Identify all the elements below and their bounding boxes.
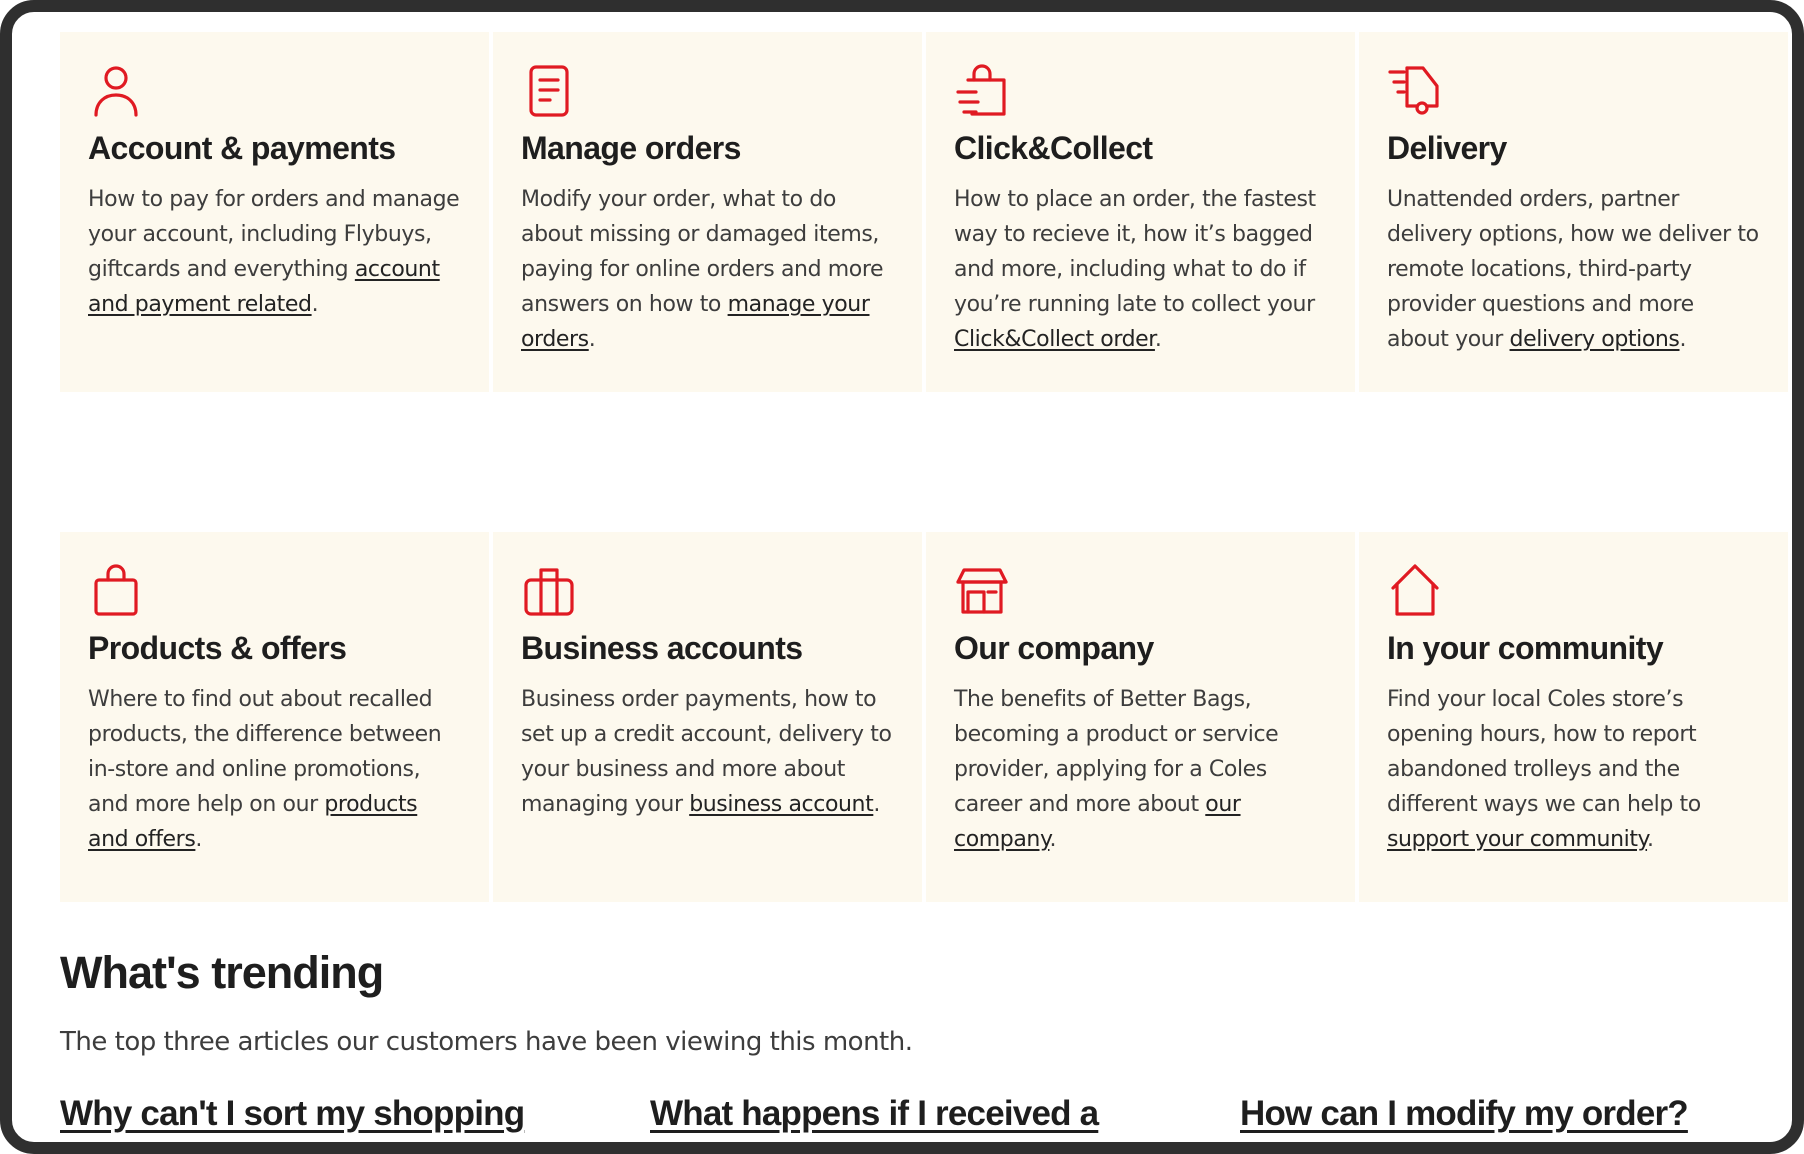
card-title: Click&Collect bbox=[954, 130, 1153, 166]
our-company-link[interactable]: our company bbox=[954, 792, 1241, 852]
account-payment-link[interactable]: account and payment related bbox=[88, 257, 440, 317]
card-description: The benefits of Better Bags, becoming a product or service provider, applying for a Coles career and more about our company. bbox=[954, 687, 1279, 852]
card-description: Find your local Coles store’s opening hours, how to report abandoned trolleys and the different ways we can help to support your community. bbox=[1387, 687, 1701, 852]
card-account-payments bbox=[60, 32, 489, 392]
card-title: Account & payments bbox=[88, 130, 396, 166]
document-icon bbox=[521, 62, 577, 120]
card-title: Products & offers bbox=[88, 630, 347, 666]
card-title: In your community bbox=[1387, 630, 1664, 666]
card-delivery bbox=[1359, 32, 1788, 392]
manage-orders-link[interactable]: manage your orders bbox=[521, 292, 870, 352]
card-business-accounts bbox=[493, 532, 922, 902]
card-description: Where to find out about recalled products, the difference between in-store and online promotions, and more help on our products and offers. bbox=[88, 687, 442, 852]
products-offers-link[interactable]: products and offers bbox=[88, 792, 418, 852]
support-community-link[interactable]: support your community bbox=[1387, 827, 1648, 852]
card-description: Unattended orders, partner delivery options, how we deliver to remote locations, third-party provider questions and more about your delivery options. bbox=[1387, 187, 1759, 352]
card-description: Modify your order, what to do about missing or damaged items, paying for online orders and more answers on how to manage your orders. bbox=[521, 187, 884, 352]
card-description: Business order payments, how to set up a credit account, delivery to your business and more about managing your business account. bbox=[521, 687, 892, 817]
card-title: Business accounts bbox=[521, 630, 803, 666]
storefront-icon bbox=[954, 562, 1010, 620]
card-title: Manage orders bbox=[521, 130, 741, 166]
card-manage-orders bbox=[493, 32, 922, 392]
person-icon bbox=[88, 62, 144, 120]
shopping-bag-icon bbox=[88, 562, 144, 620]
card-click-collect bbox=[926, 32, 1355, 392]
card-title: Our company bbox=[954, 630, 1154, 666]
delivery-options-link[interactable]: delivery options bbox=[1509, 327, 1680, 352]
business-account-link[interactable]: business account bbox=[689, 792, 874, 817]
card-community bbox=[1359, 532, 1788, 902]
help-categories-row-2 bbox=[60, 532, 1804, 902]
card-title: Delivery bbox=[1387, 130, 1507, 166]
trending-article-link[interactable]: How can I modify my order? bbox=[1240, 1094, 1688, 1133]
trending-subtitle: The top three articles our customers have been viewing this month. bbox=[60, 1027, 913, 1057]
trending-article-link[interactable]: What happens if I received a bbox=[650, 1094, 1099, 1133]
card-description: How to place an order, the fastest way to recieve it, how it’s bagged and more, including what to do if you’re running late to collect your Click&Collect order. bbox=[954, 187, 1316, 352]
briefcase-icon bbox=[521, 562, 577, 620]
click-collect-link[interactable]: Click&Collect order bbox=[954, 327, 1155, 352]
card-products-offers bbox=[60, 532, 489, 902]
card-description: How to pay for orders and manage your account, including Flybuys, giftcards and everything account and payment related. bbox=[88, 187, 460, 317]
home-icon bbox=[1387, 562, 1443, 620]
shopping-bag-hand-icon bbox=[954, 62, 1010, 120]
help-categories-row-1 bbox=[60, 32, 1804, 392]
help-page bbox=[12, 12, 1792, 1142]
delivery-truck-icon bbox=[1387, 62, 1443, 120]
card-our-company bbox=[926, 532, 1355, 902]
trending-article-link[interactable]: Why can't I sort my shopping bbox=[60, 1094, 525, 1133]
trending-heading: What's trending bbox=[60, 947, 384, 998]
